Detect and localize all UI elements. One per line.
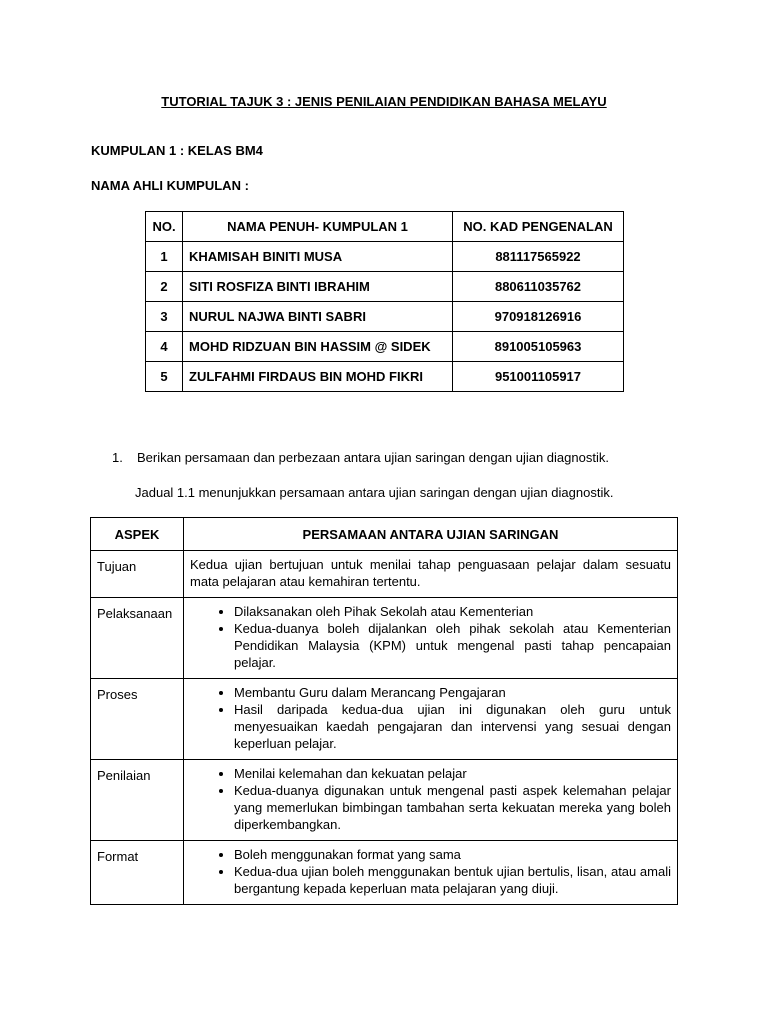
members-header-row xyxy=(146,212,624,242)
member-name: NURUL NAJWA BINTI SABRI xyxy=(183,302,453,332)
table-row xyxy=(146,272,624,302)
aspect-cell: Penilaian xyxy=(91,760,184,841)
header-aspek: ASPEK xyxy=(91,518,184,551)
list-item: • Hasil daripada kedua-dua ujian ini digunakan oleh guru untuk menyesuaikan kaedah pengajaran dan intervensi yang sesuai dengan keperluan pelajar. xyxy=(234,701,671,752)
list-item: • Boleh menggunakan format yang sama xyxy=(234,846,671,863)
description-cell xyxy=(184,760,678,841)
header-persamaan: PERSAMAAN ANTARA UJIAN SARINGAN xyxy=(184,518,678,551)
question-text: Berikan persamaan dan perbezaan antara ujian saringan dengan ujian diagnostik. xyxy=(137,450,609,465)
header-ic: NO. KAD PENGENALAN xyxy=(453,212,624,242)
member-ic: 970918126916 xyxy=(453,302,624,332)
member-name: MOHD RIDZUAN BIN HASSIM @ SIDEK xyxy=(183,332,453,362)
table-caption: Jadual 1.1 menunjukkan persamaan antara ujian saringan dengan ujian diagnostik. xyxy=(135,485,614,500)
question-number: 1. xyxy=(112,450,123,465)
members-table xyxy=(145,211,624,392)
list-item: • Kedua-duanya digunakan untuk mengenal pasti aspek kelemahan pelajar yang memerlukan bimbingan tambahan serta kekuatan mereka yang boleh diperkembangkan. xyxy=(234,782,671,833)
member-no: 1 xyxy=(146,242,183,272)
table-row xyxy=(91,760,678,841)
comparison-header-row xyxy=(91,518,678,551)
member-no: 2 xyxy=(146,272,183,302)
member-name: KHAMISAH BINITI MUSA xyxy=(183,242,453,272)
bullet-list xyxy=(190,603,671,671)
member-ic: 880611035762 xyxy=(453,272,624,302)
aspect-cell: Tujuan xyxy=(91,551,184,598)
member-no: 5 xyxy=(146,362,183,392)
header-name: NAMA PENUH- KUMPULAN 1 xyxy=(183,212,453,242)
aspect-cell: Proses xyxy=(91,679,184,760)
member-no: 4 xyxy=(146,332,183,362)
description-cell xyxy=(184,598,678,679)
table-row xyxy=(146,302,624,332)
description-cell: Kedua ujian bertujuan untuk menilai tahap penguasaan pelajar dalam sesuatu mata pelajaran atau kemahiran tertentu. xyxy=(184,551,678,598)
member-ic: 881117565922 xyxy=(453,242,624,272)
member-ic: 951001105917 xyxy=(453,362,624,392)
aspect-cell: Pelaksanaan xyxy=(91,598,184,679)
table-row xyxy=(91,598,678,679)
bullet-list xyxy=(190,765,671,833)
members-label: NAMA AHLI KUMPULAN : xyxy=(91,178,249,193)
list-item: • Kedua-duanya boleh dijalankan oleh pihak sekolah atau Kementerian Pendidikan Malaysia (KPM) untuk mengenal pasti tahap pencapaian pelajar. xyxy=(234,620,671,671)
member-name: ZULFAHMI FIRDAUS BIN MOHD FIKRI xyxy=(183,362,453,392)
bullet-list xyxy=(190,684,671,752)
list-item: • Membantu Guru dalam Merancang Pengajaran xyxy=(234,684,671,701)
table-row xyxy=(146,362,624,392)
list-item: • Dilaksanakan oleh Pihak Sekolah atau Kementerian xyxy=(234,603,671,620)
description-cell xyxy=(184,841,678,905)
table-row xyxy=(91,551,678,598)
document-title: TUTORIAL TAJUK 3 : JENIS PENILAIAN PENDIDIKAN BAHASA MELAYU xyxy=(161,94,607,109)
table-row xyxy=(91,841,678,905)
comparison-table xyxy=(90,517,678,905)
member-no: 3 xyxy=(146,302,183,332)
description-cell xyxy=(184,679,678,760)
table-row xyxy=(146,242,624,272)
aspect-cell: Format xyxy=(91,841,184,905)
bullet-list xyxy=(190,846,671,897)
member-name: SITI ROSFIZA BINTI IBRAHIM xyxy=(183,272,453,302)
list-item: • Kedua-dua ujian boleh menggunakan bentuk ujian bertulis, lisan, atau amali bergantung kepada keperluan mata pelajaran yang diuji. xyxy=(234,863,671,897)
header-no: NO. xyxy=(146,212,183,242)
table-row xyxy=(146,332,624,362)
group-label: KUMPULAN 1 : KELAS BM4 xyxy=(91,143,263,158)
list-item: • Menilai kelemahan dan kekuatan pelajar xyxy=(234,765,671,782)
table-row xyxy=(91,679,678,760)
member-ic: 891005105963 xyxy=(453,332,624,362)
